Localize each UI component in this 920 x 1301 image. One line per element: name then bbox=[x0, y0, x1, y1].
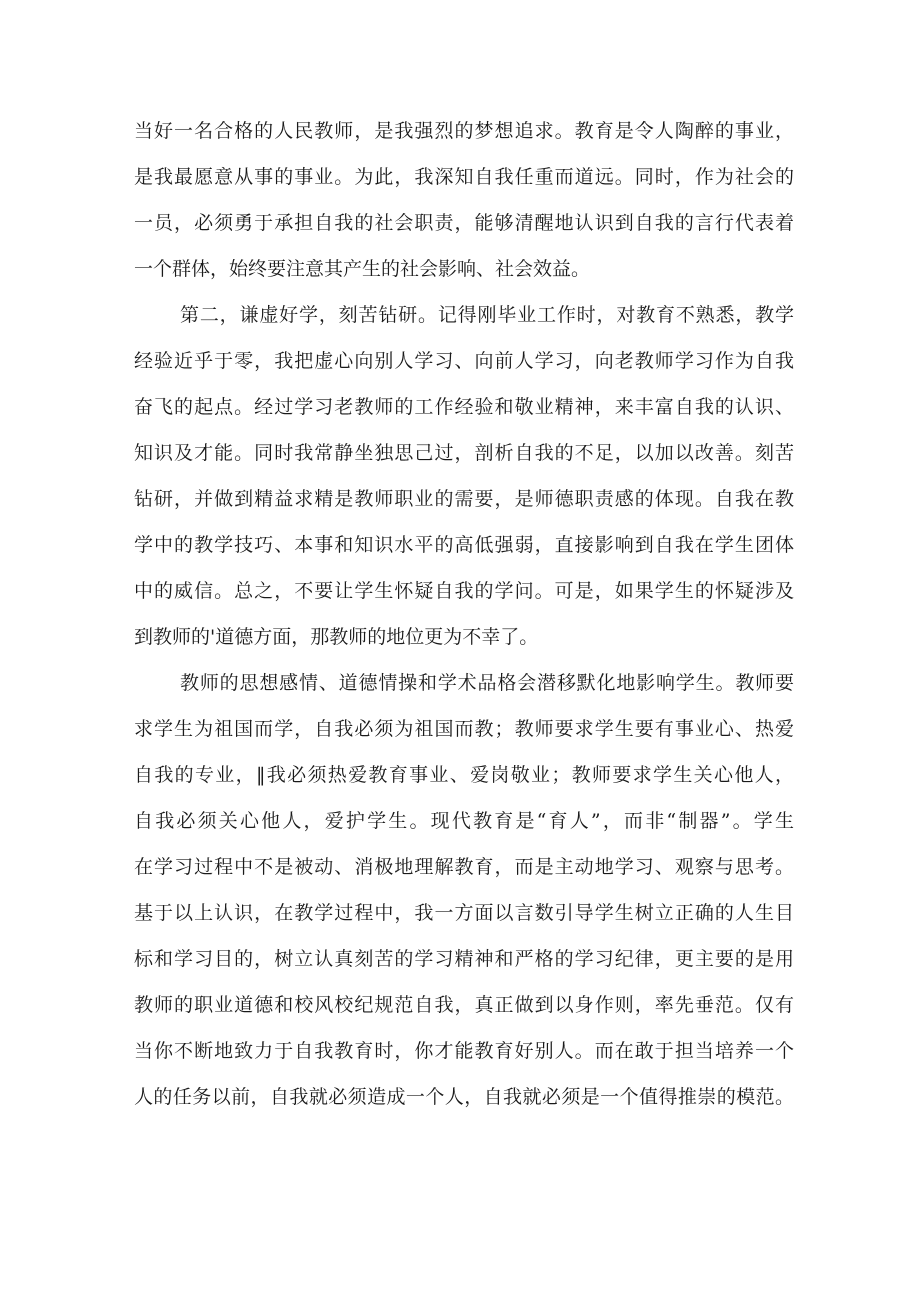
text-line: 自我的专业，‖我必须热爱教育事业、爱岗敬业；教师要求学生关心他人， bbox=[134, 764, 794, 786]
paragraph-first-line: 第二，谦虚好学，刻苦钻研。记得刚毕业工作时，对教育不熟悉，教学 bbox=[180, 304, 794, 326]
text-line: 求学生为祖国而学，自我必须为祖国而教；教师要求学生要有事业心、热爱 bbox=[134, 718, 794, 740]
text-line: 标和学习目的，树立认真刻苦的学习精神和严格的学习纪律，更主要的是用 bbox=[134, 948, 794, 970]
text-line: 奋飞的起点。经过学习老教师的工作经验和敬业精神，来丰富自我的认识、 bbox=[134, 396, 794, 418]
text-line: 人的任务以前，自我就必须造成一个人，自我就必须是一个值得推崇的模范。 bbox=[134, 1086, 794, 1108]
text-line: 学中的教学技巧、本事和知识水平的高低强弱，直接影响到自我在学生团体 bbox=[134, 534, 794, 556]
text-line: 经验近乎于零，我把虚心向别人学习、向前人学习，向老教师学习作为自我 bbox=[134, 350, 794, 372]
text-line: 基于以上认识，在教学过程中，我一方面以言数引导学生树立正确的人生目 bbox=[134, 902, 794, 924]
text-line: 自我必须关心他人，爱护学生。现代教育是“育人”，而非“制器”。学生 bbox=[134, 810, 794, 832]
text-line: 在学习过程中不是被动、消极地理解教育，而是主动地学习、观察与思考。 bbox=[134, 856, 794, 878]
text-line: 是我最愿意从事的事业。为此，我深知自我任重而道远。同时，作为社会的 bbox=[134, 166, 794, 188]
text-line: 一员，必须勇于承担自我的社会职责，能够清醒地认识到自我的言行代表着 bbox=[134, 212, 794, 234]
text-line: 到教师的'道德方面，那教师的地位更为不幸了。 bbox=[134, 626, 539, 648]
text-line: 当好一名合格的人民教师，是我强烈的梦想追求。教育是令人陶醉的事业， bbox=[134, 120, 794, 142]
text-line: 钻研，并做到精益求精是教师职业的需要，是师德职责感的体现。自我在教 bbox=[134, 488, 794, 510]
paragraph-first-line: 教师的思想感情、道德情操和学术品格会潜移默化地影响学生。教师要 bbox=[180, 672, 794, 694]
text-line: 教师的职业道德和校风校纪规范自我，真正做到以身作则，率先垂范。仅有 bbox=[134, 994, 794, 1016]
text-line: 中的威信。总之，不要让学生怀疑自我的学问。可是，如果学生的怀疑涉及 bbox=[134, 580, 794, 602]
text-line: 一个群体，始终要注意其产生的社会影响、社会效益。 bbox=[134, 258, 591, 280]
text-line: 当你不断地致力于自我教育时，你才能教育好别人。而在敢于担当培养一个 bbox=[134, 1040, 794, 1062]
text-line: 知识及才能。同时我常静坐独思己过，剖析自我的不足，以加以改善。刻苦 bbox=[134, 442, 794, 464]
